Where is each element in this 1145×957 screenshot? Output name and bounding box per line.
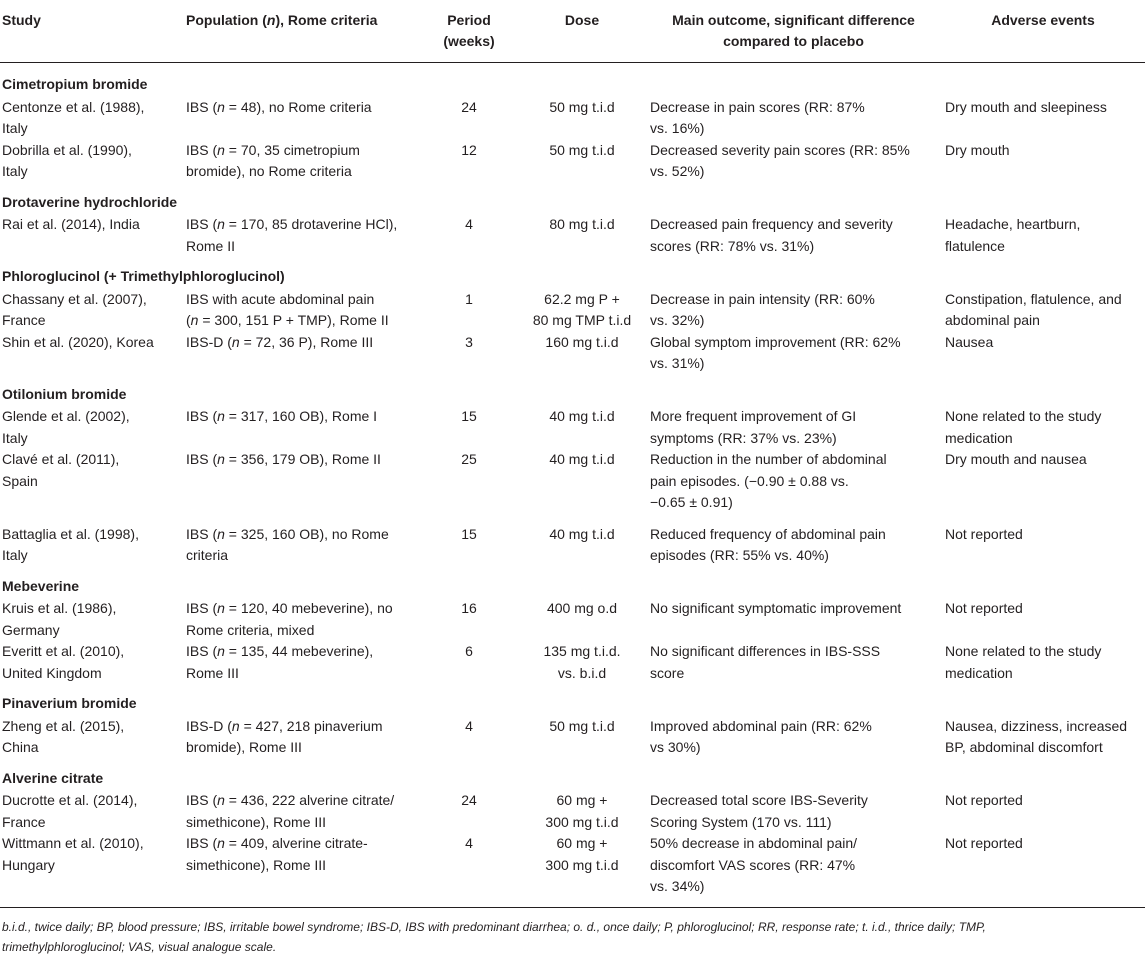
dose-cell-line: 50 mg t.i.d xyxy=(549,98,615,115)
dose-cell-line: 135 mg t.i.d. xyxy=(543,643,621,659)
dose-cell xyxy=(518,833,646,907)
outcome-cell-line: discomfort VAS scores (RR: 47% xyxy=(650,856,856,873)
outcome-cell xyxy=(646,406,941,449)
outcome-cell-line: 50% decrease in abdominal pain/ xyxy=(650,835,858,851)
dose-cell-line: 160 mg t.i.d xyxy=(545,333,619,350)
table-row xyxy=(0,641,1145,684)
study-cell xyxy=(0,716,182,759)
outcome-cell-line: score xyxy=(650,664,685,681)
study-cell xyxy=(0,332,182,375)
period-cell-line: 12 xyxy=(461,141,477,158)
sample-size-symbol: n xyxy=(231,333,240,350)
study-cell-line: Italy xyxy=(2,120,28,136)
outcome-cell xyxy=(646,524,941,567)
adverse-events-cell-line: Not reported xyxy=(945,835,1023,851)
period-cell xyxy=(420,97,518,140)
drug-section-row xyxy=(0,759,1145,791)
outcome-cell-line: pain episodes. (−0.90 ± 0.88 vs. xyxy=(650,472,849,489)
outcome-cell xyxy=(646,833,941,907)
population-cell xyxy=(182,97,420,140)
outcome-cell xyxy=(646,140,941,183)
sample-size-symbol: n xyxy=(217,792,225,808)
outcome-cell-line: Decrease in pain intensity (RR: 60% xyxy=(650,290,875,307)
population-cell-line: simethicone), Rome III xyxy=(186,856,327,873)
outcome-cell-line: symptoms (RR: 37% vs. 23%) xyxy=(650,429,837,446)
population-cell-line: bromide), Rome III xyxy=(186,739,302,755)
study-cell xyxy=(0,641,182,684)
study-cell-line: Italy xyxy=(2,163,28,179)
outcome-cell xyxy=(646,716,941,759)
sample-size-symbol: n xyxy=(217,98,225,115)
period-cell-line: 4 xyxy=(465,835,473,851)
population-cell xyxy=(182,140,420,183)
period-cell xyxy=(420,716,518,759)
row-spacer-cell xyxy=(0,514,1145,524)
adverse-events-cell-line: Not reported xyxy=(945,792,1023,808)
period-cell xyxy=(420,332,518,375)
drug-section-row xyxy=(0,375,1145,407)
table-row xyxy=(0,332,1145,375)
study-cell-line: Spain xyxy=(2,472,38,489)
dose-cell xyxy=(518,598,646,641)
outcome-cell-line: Decreased severity pain scores (RR: 85% xyxy=(650,141,910,158)
header-outcome xyxy=(646,0,941,63)
outcome-cell-line: scores (RR: 78% vs. 31%) xyxy=(650,237,815,254)
table-row xyxy=(0,833,1145,907)
adverse-events-cell xyxy=(941,214,1145,257)
dose-cell xyxy=(518,641,646,684)
outcome-cell xyxy=(646,641,941,684)
footnote-line: trimethylphloroglucinol; VAS, visual analogue scale. xyxy=(2,939,277,954)
period-cell xyxy=(420,524,518,567)
adverse-events-cell-line: Not reported xyxy=(945,525,1023,542)
period-cell-line: 4 xyxy=(465,717,473,734)
population-cell-line: bromide), no Rome criteria xyxy=(186,163,352,179)
period-cell xyxy=(420,598,518,641)
period-cell-line: 6 xyxy=(465,643,473,659)
table-row xyxy=(0,406,1145,449)
study-cell-line: Italy xyxy=(2,429,28,446)
outcome-cell-line: vs. 52%) xyxy=(650,163,705,179)
footnote-line: b.i.d., twice daily; BP, blood pressure; IBS, irritable bowel syndrome; IBS-D, IBS with predominant diarrhea; o. d., once daily; P, phloroglucinol; RR, response rate; t. i.d., thrice daily; TMP, xyxy=(2,919,986,934)
study-cell xyxy=(0,97,182,140)
adverse-events-cell xyxy=(941,833,1145,907)
study-cell-line: Italy xyxy=(2,547,28,563)
outcome-cell-line: Reduction in the number of abdominal xyxy=(650,451,887,467)
outcome-cell-line: Scoring System (170 vs. 111) xyxy=(650,813,832,830)
dose-cell-line: 300 mg t.i.d xyxy=(545,813,619,830)
header-period xyxy=(420,0,518,63)
period-cell xyxy=(420,790,518,833)
study-cell xyxy=(0,524,182,567)
header-text-line: compared to placebo xyxy=(723,33,864,49)
population-cell xyxy=(182,833,420,907)
adverse-events-cell-line: Nausea, dizziness, increased xyxy=(945,717,1128,734)
drug-section-row xyxy=(0,567,1145,599)
outcome-cell-line: episodes (RR: 55% vs. 40%) xyxy=(650,547,829,563)
table-header xyxy=(0,0,1145,63)
population-cell-line: IBS with acute abdominal pain xyxy=(186,290,375,307)
dose-cell xyxy=(518,524,646,567)
dose-cell xyxy=(518,97,646,140)
period-cell xyxy=(420,449,518,514)
dose-cell-line: 300 mg t.i.d xyxy=(545,856,619,873)
drug-section-title: Cimetropium bromide xyxy=(2,76,148,92)
adverse-events-cell-line: flatulence xyxy=(945,237,1005,254)
population-cell xyxy=(182,406,420,449)
population-cell-line: Rome II xyxy=(186,237,236,254)
header-adverse-events xyxy=(941,0,1145,63)
period-cell-line: 24 xyxy=(461,792,477,808)
dose-cell-line: 60 mg + xyxy=(556,835,608,851)
adverse-events-cell-line: abdominal pain xyxy=(945,312,1040,328)
period-cell xyxy=(420,289,518,332)
population-cell-line: IBS (n = 409, alverine citrate- xyxy=(186,835,368,851)
population-cell xyxy=(182,641,420,684)
outcome-cell-line: vs. 31%) xyxy=(650,355,705,371)
outcome-cell-line: vs. 32%) xyxy=(650,312,705,328)
study-cell-line: Rai et al. (2014), India xyxy=(2,216,140,232)
adverse-events-cell xyxy=(941,289,1145,332)
adverse-events-cell-line: Dry mouth and nausea xyxy=(945,451,1087,467)
outcome-cell-line: More frequent improvement of GI xyxy=(650,408,857,424)
population-cell xyxy=(182,716,420,759)
outcome-cell-line: Reduced frequency of abdominal pain xyxy=(650,525,886,542)
period-cell-line: 15 xyxy=(461,408,477,424)
study-cell xyxy=(0,790,182,833)
study-cell-line: Zheng et al. (2015), xyxy=(2,717,125,734)
table-row xyxy=(0,140,1145,183)
dose-cell-line: 400 mg o.d xyxy=(546,600,618,616)
drug-section-row xyxy=(0,684,1145,716)
outcome-cell xyxy=(646,332,941,375)
header-text-line: (weeks) xyxy=(443,33,495,49)
population-cell-line: IBS-D (n = 72, 36 P), Rome III xyxy=(186,333,374,350)
sample-size-symbol: n xyxy=(217,451,225,467)
population-cell-line: IBS-D (n = 427, 218 pinaverium xyxy=(186,717,383,734)
header-text-line: Main outcome, significant difference xyxy=(672,12,915,28)
adverse-events-cell xyxy=(941,140,1145,183)
period-cell-line: 1 xyxy=(465,290,473,307)
outcome-cell-line: Improved abdominal pain (RR: 62% xyxy=(650,717,872,734)
dose-cell xyxy=(518,214,646,257)
period-cell-line: 16 xyxy=(461,600,477,616)
dose-cell xyxy=(518,790,646,833)
population-cell-line: IBS (n = 356, 179 OB), Rome II xyxy=(186,451,381,467)
sample-size-symbol: n xyxy=(217,600,225,616)
table-body xyxy=(0,63,1145,907)
table-row xyxy=(0,214,1145,257)
dose-cell-line: 40 mg t.i.d xyxy=(549,451,615,467)
header-text-line: Dose xyxy=(564,12,600,28)
sample-size-symbol: n xyxy=(217,216,225,232)
sample-size-symbol: n xyxy=(217,408,225,424)
study-cell xyxy=(0,598,182,641)
study-cell-line: France xyxy=(2,813,46,830)
dose-cell-line: 80 mg t.i.d xyxy=(549,216,615,232)
population-cell-line: criteria xyxy=(186,547,229,563)
adverse-events-cell-line: medication xyxy=(945,664,1013,681)
outcome-cell-line: Decreased total score IBS-Severity xyxy=(650,792,868,808)
sample-size-symbol: n xyxy=(266,12,276,28)
population-cell xyxy=(182,598,420,641)
adverse-events-cell xyxy=(941,97,1145,140)
table-row xyxy=(0,716,1145,759)
drug-section-title: Drotaverine hydrochloride xyxy=(2,193,178,210)
dose-cell-line: vs. b.i.d xyxy=(557,664,607,681)
population-cell xyxy=(182,449,420,514)
population-cell xyxy=(182,332,420,375)
population-cell-line: Rome criteria, mixed xyxy=(186,621,315,638)
outcome-cell-line: No significant symptomatic improvement xyxy=(650,600,902,616)
adverse-events-cell-line: Dry mouth xyxy=(945,141,1010,158)
dose-cell xyxy=(518,140,646,183)
adverse-events-cell-line: Headache, heartburn, xyxy=(945,216,1081,232)
outcome-cell-line: −0.65 ± 0.91) xyxy=(650,494,733,510)
study-cell-line: Dobrilla et al. (1990), xyxy=(2,141,132,158)
population-cell-line: IBS (n = 170, 85 drotaverine HCl), xyxy=(186,216,398,232)
table-row xyxy=(0,449,1145,514)
drug-section-title: Phloroglucinol (+ Trimethylphloroglucinol) xyxy=(2,268,285,284)
dose-cell-line: 50 mg t.i.d xyxy=(549,141,615,158)
sample-size-symbol: n xyxy=(231,717,240,734)
adverse-events-cell xyxy=(941,790,1145,833)
table-row xyxy=(0,289,1145,332)
study-cell-line: United Kingdom xyxy=(2,664,102,681)
study-cell-line: China xyxy=(2,739,39,755)
sample-size-symbol: n xyxy=(217,835,225,851)
outcome-cell-line: vs. 34%) xyxy=(650,878,705,894)
header-text-line: Adverse events xyxy=(991,12,1095,28)
drug-section-row xyxy=(0,257,1145,289)
adverse-events-cell-line: BP, abdominal discomfort xyxy=(945,739,1103,755)
population-cell xyxy=(182,289,420,332)
outcome-cell-line: No significant differences in IBS-SSS xyxy=(650,643,881,659)
outcome-cell xyxy=(646,598,941,641)
dose-cell-line: 40 mg t.i.d xyxy=(549,408,615,424)
adverse-events-cell xyxy=(941,406,1145,449)
adverse-events-cell xyxy=(941,332,1145,375)
population-cell xyxy=(182,524,420,567)
table-row xyxy=(0,97,1145,140)
population-cell-line: simethicone), Rome III xyxy=(186,813,327,830)
dose-cell-line: 80 mg TMP t.i.d xyxy=(532,312,632,328)
period-cell xyxy=(420,833,518,907)
row-spacer xyxy=(0,514,1145,524)
study-cell-line: France xyxy=(2,312,46,328)
period-cell-line: 15 xyxy=(461,525,477,542)
outcome-cell xyxy=(646,790,941,833)
period-cell xyxy=(420,214,518,257)
drug-section-title: Pinaverium bromide xyxy=(2,695,137,711)
study-cell-line: Kruis et al. (1986), xyxy=(2,600,117,616)
adverse-events-cell-line: Dry mouth and sleepiness xyxy=(945,98,1107,115)
header-text-line: Period xyxy=(447,12,491,28)
adverse-events-cell xyxy=(941,716,1145,759)
dose-cell xyxy=(518,289,646,332)
study-cell-line: Everitt et al. (2010), xyxy=(2,643,125,659)
outcome-cell xyxy=(646,449,941,514)
header-text-line: Study xyxy=(2,12,41,28)
period-cell-line: 25 xyxy=(461,451,477,467)
header-dose xyxy=(518,0,646,63)
population-cell-line: Rome III xyxy=(186,664,239,681)
adverse-events-cell-line: Constipation, flatulence, and xyxy=(945,290,1122,307)
dose-cell-line: 60 mg + xyxy=(556,792,608,808)
table-footnote xyxy=(0,907,1145,957)
population-cell-line: IBS (n = 48), no Rome criteria xyxy=(186,98,372,115)
dose-cell xyxy=(518,406,646,449)
adverse-events-cell xyxy=(941,449,1145,514)
sample-size-symbol: n xyxy=(217,141,225,158)
adverse-events-cell-line: Not reported xyxy=(945,600,1023,616)
header-study xyxy=(0,0,182,63)
study-cell-line: Germany xyxy=(2,621,60,638)
outcome-cell xyxy=(646,97,941,140)
table-row xyxy=(0,598,1145,641)
period-cell xyxy=(420,406,518,449)
study-cell-line: Chassany et al. (2007), xyxy=(2,290,147,307)
study-cell-line: Shin et al. (2020), Korea xyxy=(2,333,154,350)
outcome-cell-line: Global symptom improvement (RR: 62% xyxy=(650,333,901,350)
adverse-events-cell xyxy=(941,641,1145,684)
dose-cell xyxy=(518,716,646,759)
study-cell-line: Centonze et al. (1988), xyxy=(2,98,145,115)
drug-section-row xyxy=(0,183,1145,215)
table-row xyxy=(0,524,1145,567)
dose-cell-line: 62.2 mg P + xyxy=(544,290,620,307)
adverse-events-cell-line: Nausea xyxy=(945,333,994,350)
dose-cell xyxy=(518,332,646,375)
study-cell-line: Hungary xyxy=(2,856,55,873)
study-cell xyxy=(0,140,182,183)
population-cell-line: IBS (n = 120, 40 mebeverine), no xyxy=(186,600,393,616)
period-cell-line: 24 xyxy=(461,98,477,115)
study-cell-line: Battaglia et al. (1998), xyxy=(2,525,139,542)
population-cell xyxy=(182,214,420,257)
population-cell-line: IBS (n = 436, 222 alverine citrate/ xyxy=(186,792,395,808)
table-row xyxy=(0,790,1145,833)
dose-cell-line: 40 mg t.i.d xyxy=(549,525,615,542)
population-cell-line: (n = 300, 151 P + TMP), Rome II xyxy=(186,312,389,328)
drug-section-title: Mebeverine xyxy=(2,577,80,594)
dose-cell-line: 50 mg t.i.d xyxy=(549,717,615,734)
population-cell-line: IBS (n = 325, 160 OB), no Rome xyxy=(186,525,389,542)
drug-section-row xyxy=(0,63,1145,97)
outcome-cell-line: vs. 16%) xyxy=(650,120,705,136)
period-cell xyxy=(420,641,518,684)
adverse-events-cell-line: None related to the study xyxy=(945,408,1102,424)
population-cell xyxy=(182,790,420,833)
study-cell-line: Wittmann et al. (2010), xyxy=(2,835,144,851)
study-cell-line: Ducrotte et al. (2014), xyxy=(2,792,138,808)
outcome-cell xyxy=(646,214,941,257)
adverse-events-cell xyxy=(941,598,1145,641)
dose-cell xyxy=(518,449,646,514)
header-text-line: Population (n), Rome criteria xyxy=(186,12,378,28)
period-cell-line: 4 xyxy=(465,216,473,232)
population-cell-line: IBS (n = 70, 35 cimetropium xyxy=(186,141,360,158)
study-cell-line: Clavé et al. (2011), xyxy=(2,451,120,467)
study-cell xyxy=(0,289,182,332)
outcome-cell xyxy=(646,289,941,332)
header-population xyxy=(182,0,420,63)
outcome-cell-line: Decreased pain frequency and severity xyxy=(650,216,893,232)
drug-section-title: Alverine citrate xyxy=(2,769,104,786)
outcome-cell-line: vs 30%) xyxy=(650,739,701,755)
study-cell xyxy=(0,406,182,449)
study-cell xyxy=(0,449,182,514)
study-cell xyxy=(0,833,182,907)
sample-size-symbol: n xyxy=(217,643,225,659)
header-row xyxy=(0,0,1145,63)
adverse-events-cell xyxy=(941,524,1145,567)
sample-size-symbol: n xyxy=(190,312,199,328)
study-cell xyxy=(0,214,182,257)
period-cell xyxy=(420,140,518,183)
sample-size-symbol: n xyxy=(217,525,225,542)
outcome-cell-line: Decrease in pain scores (RR: 87% xyxy=(650,98,865,115)
drug-section-title: Otilonium bromide xyxy=(2,385,127,402)
adverse-events-cell-line: None related to the study xyxy=(945,643,1102,659)
adverse-events-cell-line: medication xyxy=(945,429,1013,446)
population-cell-line: IBS (n = 317, 160 OB), Rome I xyxy=(186,408,378,424)
study-cell-line: Glende et al. (2002), xyxy=(2,408,130,424)
period-cell-line: 3 xyxy=(465,333,473,350)
population-cell-line: IBS (n = 135, 44 mebeverine), xyxy=(186,643,374,659)
